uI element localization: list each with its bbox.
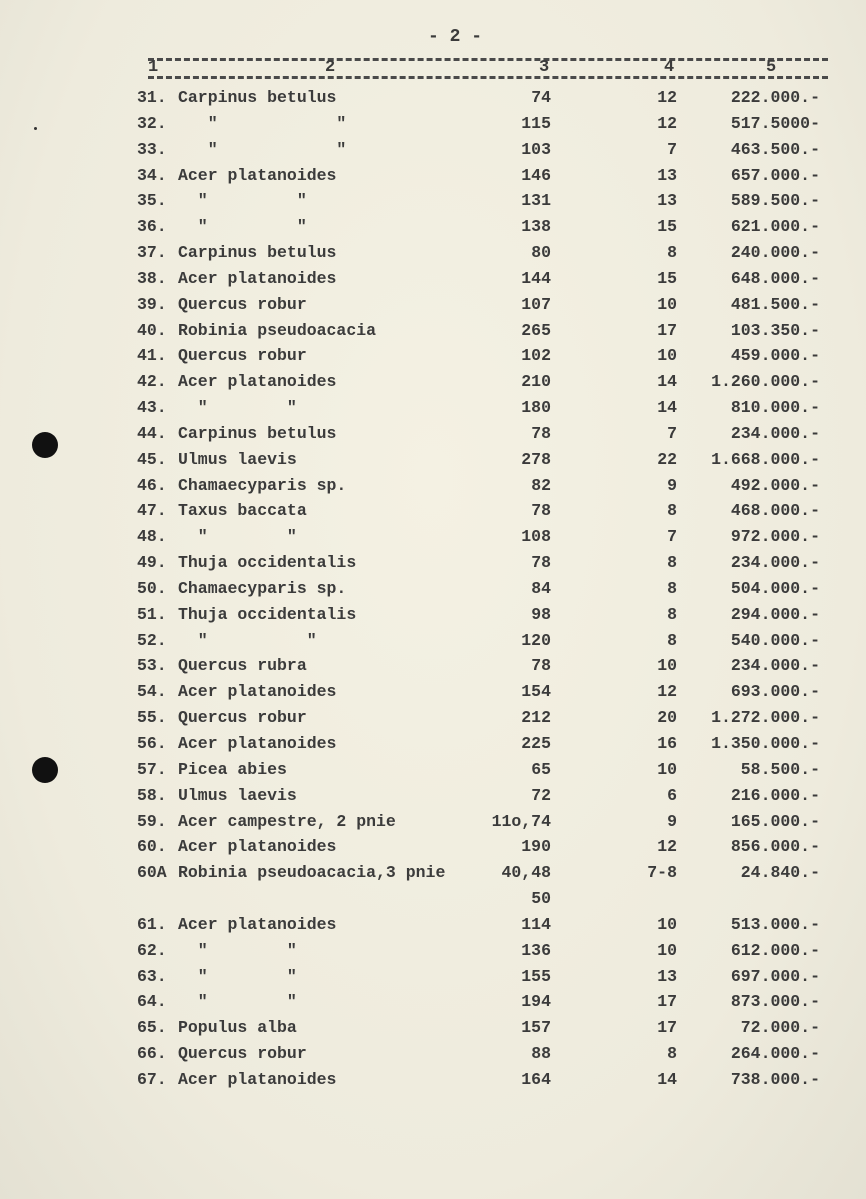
column-4-value: 8 xyxy=(667,243,677,263)
column-4-value: 10 xyxy=(657,914,677,934)
column-3-value: 212 xyxy=(521,708,551,728)
column-5-value: 234.000.- xyxy=(730,553,820,573)
column-4-value: 16 xyxy=(657,734,677,753)
table-row xyxy=(0,605,866,629)
species-name: " " xyxy=(178,940,297,960)
table-row xyxy=(0,1070,866,1094)
column-header-1: 1 xyxy=(148,58,159,77)
column-5-value: 504.000.- xyxy=(730,578,820,598)
column-3-value: 84 xyxy=(531,578,551,598)
row-number: 57. xyxy=(137,759,167,779)
row-number: 31. xyxy=(137,88,167,107)
row-number: 46. xyxy=(137,475,167,495)
column-5-value: 294.000.- xyxy=(730,604,820,624)
table-row xyxy=(0,1018,866,1042)
row-number: 59. xyxy=(137,811,167,831)
row-number: 45. xyxy=(137,449,167,469)
row-number: 40. xyxy=(137,320,167,340)
column-3-value: 78 xyxy=(531,656,551,676)
row-number: 67. xyxy=(137,1069,167,1089)
column-4-value: 14 xyxy=(657,398,677,418)
species-name: Quercus robur xyxy=(178,708,307,728)
species-name: Picea abies xyxy=(178,759,287,779)
column-3-value: 136 xyxy=(521,940,551,960)
table-row xyxy=(0,217,866,241)
row-number: 65. xyxy=(137,1018,167,1038)
column-header-5: 5 xyxy=(766,58,777,77)
column-5-value: 264.000.- xyxy=(730,1044,820,1064)
column-5-value: 1.272.000.- xyxy=(711,708,820,728)
column-5-value: 621.000.- xyxy=(730,217,820,237)
species-name: " " xyxy=(178,113,347,133)
species-name: Carpinus betulus xyxy=(178,243,337,263)
column-4-value: 8 xyxy=(667,578,677,598)
species-name: " " xyxy=(178,630,317,650)
table-row xyxy=(0,166,866,190)
table-row xyxy=(0,398,866,422)
species-name: " " xyxy=(178,191,307,211)
row-number: 64. xyxy=(137,992,167,1012)
table-row xyxy=(0,243,866,267)
species-name: Chamaecyparis sp. xyxy=(178,578,347,598)
column-4-value: 7 xyxy=(667,139,677,159)
species-name: Carpinus betulus xyxy=(178,88,337,107)
table-row xyxy=(0,140,866,164)
species-name: Quercus robur xyxy=(178,1044,307,1064)
row-number: 38. xyxy=(137,268,167,288)
table-row xyxy=(0,967,866,991)
column-3-value: 180 xyxy=(521,398,551,418)
column-5-value: 216.000.- xyxy=(730,785,820,805)
column-5-value: 540.000.- xyxy=(730,630,820,650)
column-4-value: 10 xyxy=(657,759,677,779)
table-row xyxy=(0,708,866,732)
column-5-value: 856.000.- xyxy=(730,837,820,857)
row-number: 56. xyxy=(137,734,167,753)
table-row xyxy=(0,579,866,603)
column-4-value: 13 xyxy=(657,191,677,211)
species-name: Acer platanoides xyxy=(178,734,337,753)
column-4-value: 14 xyxy=(657,372,677,392)
column-3-value: 114 xyxy=(521,914,551,934)
column-3-value: 88 xyxy=(531,1044,551,1064)
species-name: Quercus robur xyxy=(178,346,307,366)
column-5-value: 463.500.- xyxy=(730,139,820,159)
column-4-value: 13 xyxy=(657,165,677,185)
row-number: 44. xyxy=(137,423,167,443)
row-number: 54. xyxy=(137,682,167,702)
row-number: 36. xyxy=(137,217,167,237)
column-4-value: 12 xyxy=(657,88,677,107)
row-number: 66. xyxy=(137,1044,167,1064)
species-name: Acer platanoides xyxy=(178,682,337,702)
row-number: 63. xyxy=(137,966,167,986)
species-name: " " xyxy=(178,966,297,986)
column-4-value: 7 xyxy=(667,527,677,547)
column-3-value: 11o,74 xyxy=(491,811,551,831)
punch-hole xyxy=(32,757,58,783)
column-4-value: 12 xyxy=(657,837,677,857)
column-4-value: 22 xyxy=(657,449,677,469)
table-row xyxy=(0,321,866,345)
row-number: 35. xyxy=(137,191,167,211)
species-name: Populus alba xyxy=(178,1018,297,1038)
column-4-value: 8 xyxy=(667,604,677,624)
header-top-rule xyxy=(148,58,828,61)
species-name: Acer platanoides xyxy=(178,268,337,288)
column-3-value: 50 xyxy=(531,889,551,909)
column-4-value: 15 xyxy=(657,268,677,288)
column-4-value: 7-8 xyxy=(647,863,677,883)
species-name: Taxus baccata xyxy=(178,501,307,521)
species-name: Acer campestre, 2 pnie xyxy=(178,811,396,831)
table-row xyxy=(0,476,866,500)
column-4-value: 13 xyxy=(657,966,677,986)
column-3-value: 80 xyxy=(531,243,551,263)
column-4-value: 8 xyxy=(667,553,677,573)
row-number: 53. xyxy=(137,656,167,676)
column-5-value: 513.000.- xyxy=(730,914,820,934)
species-name: Quercus rubra xyxy=(178,656,307,676)
header-bottom-rule xyxy=(148,76,828,79)
column-3-value: 40,48 xyxy=(501,863,551,883)
row-number: 37. xyxy=(137,243,167,263)
column-3-value: 78 xyxy=(531,553,551,573)
column-5-value: 481.500.- xyxy=(730,294,820,314)
species-name: Thuja occidentalis xyxy=(178,553,357,573)
species-name: " " xyxy=(178,992,297,1012)
species-name: Quercus robur xyxy=(178,294,307,314)
species-name: Robinia pseudoacacia,3 pnie xyxy=(178,863,446,883)
column-5-value: 103.350.- xyxy=(730,320,820,340)
column-5-value: 648.000.- xyxy=(730,268,820,288)
species-name: Ulmus laevis xyxy=(178,785,297,805)
table-row xyxy=(0,812,866,836)
row-number: 55. xyxy=(137,708,167,728)
column-4-value: 9 xyxy=(667,475,677,495)
column-4-value: 8 xyxy=(667,1044,677,1064)
table-row xyxy=(0,889,866,913)
row-number: 61. xyxy=(137,914,167,934)
row-number: 62. xyxy=(137,940,167,960)
column-3-value: 144 xyxy=(521,268,551,288)
column-5-value: 72.000.- xyxy=(740,1018,820,1038)
column-3-value: 155 xyxy=(521,966,551,986)
column-3-value: 146 xyxy=(521,165,551,185)
table-row xyxy=(0,941,866,965)
column-5-value: 738.000.- xyxy=(730,1069,820,1089)
row-number: 42. xyxy=(137,372,167,392)
table-row xyxy=(0,269,866,293)
species-name: Acer platanoides xyxy=(178,837,337,857)
table-row xyxy=(0,450,866,474)
column-3-value: 131 xyxy=(521,191,551,211)
column-3-value: 225 xyxy=(521,734,551,753)
row-number: 51. xyxy=(137,604,167,624)
column-3-value: 120 xyxy=(521,630,551,650)
row-number: 33. xyxy=(137,139,167,159)
column-4-value: 9 xyxy=(667,811,677,831)
column-5-value: 1.668.000.- xyxy=(711,449,820,469)
column-4-value: 10 xyxy=(657,294,677,314)
table-row xyxy=(0,88,866,112)
column-3-value: 108 xyxy=(521,527,551,547)
table-row xyxy=(0,501,866,525)
column-4-value: 10 xyxy=(657,940,677,960)
species-name: Acer platanoides xyxy=(178,372,337,392)
row-number: 49. xyxy=(137,553,167,573)
column-4-value: 17 xyxy=(657,320,677,340)
table-row xyxy=(0,863,866,887)
column-4-value: 17 xyxy=(657,992,677,1012)
row-number: 32. xyxy=(137,113,167,133)
row-number: 58. xyxy=(137,785,167,805)
column-4-value: 14 xyxy=(657,1069,677,1089)
column-4-value: 8 xyxy=(667,630,677,650)
species-name: Robinia pseudoacacia xyxy=(178,320,377,340)
column-5-value: 1.350.000.- xyxy=(711,734,820,753)
column-3-value: 194 xyxy=(521,992,551,1012)
column-header-2: 2 xyxy=(325,58,336,77)
species-name: Carpinus betulus xyxy=(178,423,337,443)
table-row xyxy=(0,631,866,655)
row-number: 48. xyxy=(137,527,167,547)
column-5-value: 234.000.- xyxy=(730,656,820,676)
species-name: " " xyxy=(178,527,297,547)
column-5-value: 589.500.- xyxy=(730,191,820,211)
column-5-value: 234.000.- xyxy=(730,423,820,443)
table-row xyxy=(0,114,866,138)
table-row xyxy=(0,656,866,680)
column-3-value: 115 xyxy=(521,113,551,133)
table-row xyxy=(0,295,866,319)
column-header-3: 3 xyxy=(539,58,550,77)
species-name: " " xyxy=(178,139,347,159)
row-number: 39. xyxy=(137,294,167,314)
column-4-value: 12 xyxy=(657,682,677,702)
row-number: 43. xyxy=(137,398,167,418)
column-5-value: 459.000.- xyxy=(730,346,820,366)
species-name: " " xyxy=(178,398,297,418)
column-3-value: 278 xyxy=(521,449,551,469)
column-3-value: 78 xyxy=(531,501,551,521)
column-5-value: 657.000.- xyxy=(730,165,820,185)
species-name: " " xyxy=(178,217,307,237)
column-3-value: 103 xyxy=(521,139,551,159)
table-row xyxy=(0,372,866,396)
row-number: 60. xyxy=(137,837,167,857)
column-3-value: 65 xyxy=(531,759,551,779)
row-number: 60A xyxy=(137,863,167,883)
column-5-value: 1.260.000.- xyxy=(711,372,820,392)
column-3-value: 107 xyxy=(521,294,551,314)
column-5-value: 697.000.- xyxy=(730,966,820,986)
table-row xyxy=(0,553,866,577)
table-row xyxy=(0,424,866,448)
column-5-value: 972.000.- xyxy=(730,527,820,547)
punch-hole xyxy=(32,432,58,458)
table-row xyxy=(0,191,866,215)
column-5-value: 517.5000- xyxy=(730,113,820,133)
column-header-4: 4 xyxy=(664,58,675,77)
row-number: 34. xyxy=(137,165,167,185)
table-row xyxy=(0,734,866,758)
column-5-value: 612.000.- xyxy=(730,940,820,960)
column-4-value: 6 xyxy=(667,785,677,805)
column-5-value: 165.000.- xyxy=(730,811,820,831)
page-number: - 2 - xyxy=(427,27,482,47)
row-number: 52. xyxy=(137,630,167,650)
column-4-value: 12 xyxy=(657,113,677,133)
column-4-value: 10 xyxy=(657,656,677,676)
column-4-value: 7 xyxy=(667,423,677,443)
table-row xyxy=(0,527,866,551)
ink-speck xyxy=(34,127,37,130)
column-3-value: 82 xyxy=(531,475,551,495)
column-4-value: 10 xyxy=(657,346,677,366)
column-4-value: 15 xyxy=(657,217,677,237)
column-3-value: 98 xyxy=(531,604,551,624)
column-5-value: 873.000.- xyxy=(730,992,820,1012)
table-row xyxy=(0,682,866,706)
column-3-value: 72 xyxy=(531,785,551,805)
column-5-value: 693.000.- xyxy=(730,682,820,702)
column-3-value: 190 xyxy=(521,837,551,857)
column-4-value: 17 xyxy=(657,1018,677,1038)
column-5-value: 468.000.- xyxy=(730,501,820,521)
column-5-value: 810.000.- xyxy=(730,398,820,418)
column-3-value: 210 xyxy=(521,372,551,392)
column-3-value: 265 xyxy=(521,320,551,340)
row-number: 50. xyxy=(137,578,167,598)
column-4-value: 8 xyxy=(667,501,677,521)
column-3-value: 157 xyxy=(521,1018,551,1038)
table-row xyxy=(0,992,866,1016)
table-row xyxy=(0,346,866,370)
column-5-value: 240.000.- xyxy=(730,243,820,263)
column-5-value: 58.500.- xyxy=(740,759,820,779)
species-name: Acer platanoides xyxy=(178,1069,337,1089)
column-3-value: 74 xyxy=(531,88,551,107)
table-row xyxy=(0,760,866,784)
species-name: Acer platanoides xyxy=(178,165,337,185)
column-5-value: 222.000.- xyxy=(730,88,820,107)
column-3-value: 138 xyxy=(521,217,551,237)
column-5-value: 492.000.- xyxy=(730,475,820,495)
species-name: Ulmus laevis xyxy=(178,449,297,469)
species-name: Chamaecyparis sp. xyxy=(178,475,347,495)
table-row xyxy=(0,837,866,861)
table-row xyxy=(0,1044,866,1068)
table-row xyxy=(0,786,866,810)
column-3-value: 78 xyxy=(531,423,551,443)
table-row xyxy=(0,915,866,939)
column-3-value: 154 xyxy=(521,682,551,702)
column-3-value: 164 xyxy=(521,1069,551,1089)
species-name: Acer platanoides xyxy=(178,914,337,934)
row-number: 41. xyxy=(137,346,167,366)
species-name: Thuja occidentalis xyxy=(178,604,357,624)
row-number: 47. xyxy=(137,501,167,521)
column-5-value: 24.840.- xyxy=(740,863,820,883)
column-4-value: 20 xyxy=(657,708,677,728)
column-3-value: 102 xyxy=(521,346,551,366)
